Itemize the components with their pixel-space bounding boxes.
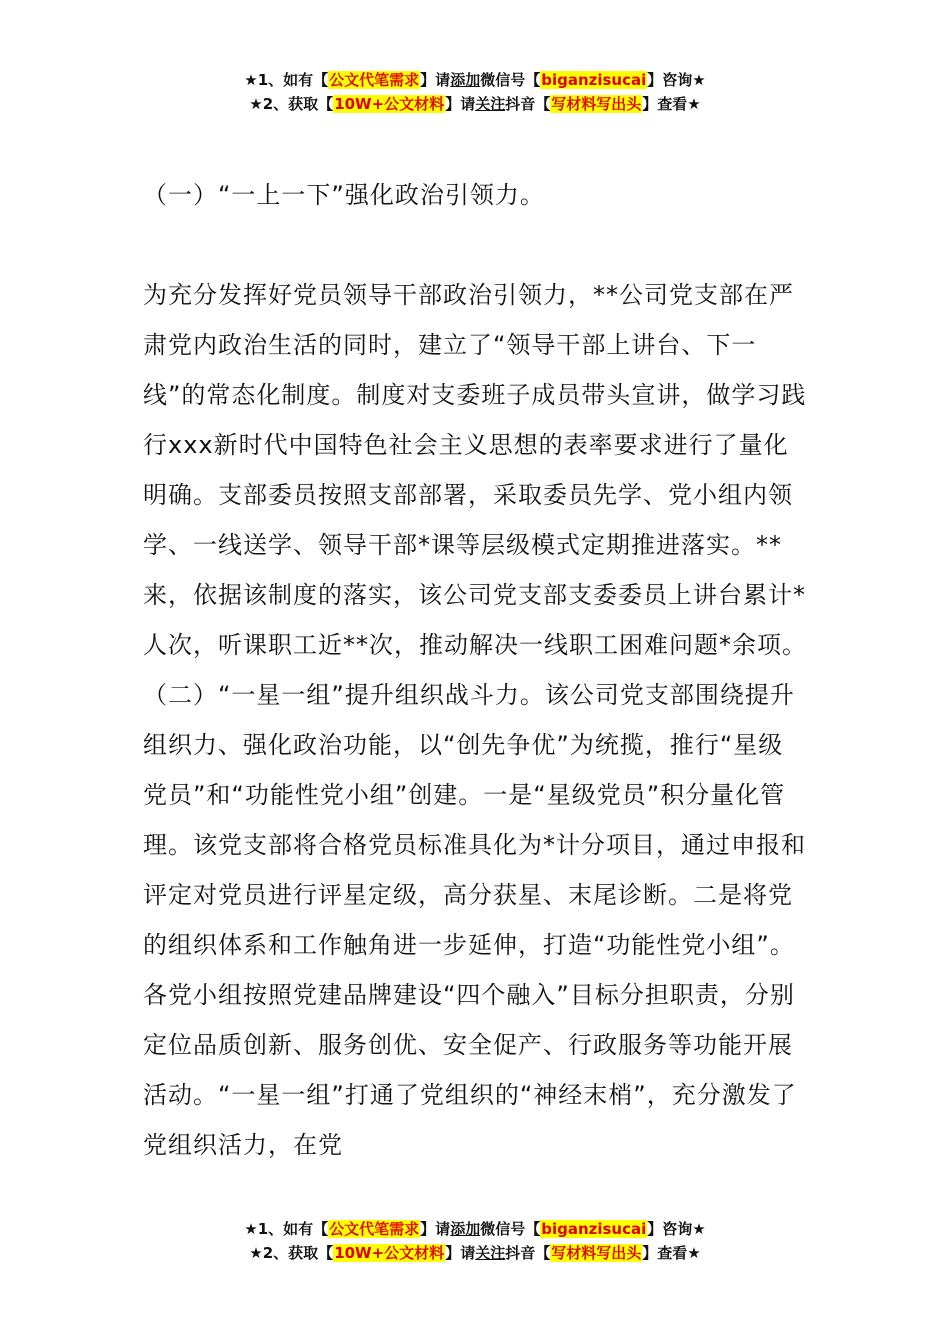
banner-highlight: 写材料写出头 — [551, 95, 642, 113]
banner-text: 】查看★ — [642, 95, 701, 113]
banner-underlined-text: 添加 — [450, 71, 481, 89]
banner-text: 】请 — [420, 1220, 451, 1238]
paragraph: （二）“一星一组”提升组织战斗力。该公司党支部围绕提升组织力、强化政治功能，以“创先争优”为统揽，推行“星级党员”和“功能性党小组”创建。一是“星级党员”积分量化管理。该党支部将合格党员标准具化为*计分项目，通过申报和评定对党员进行评星定级，高分获星、末尾诊断。二是将党的组织体系和工作触角进一步延伸，打造“功能性党小组”。各党小组按照党建品牌建设“四个融入”目标分担职责，分别定位品质创新、服务创优、安全促产、行政服务等功能开展活动。“一星一组”打通了党组织的“神经末梢”，充分激发了党组织活力，在党 — [143, 681, 806, 1159]
banner-text: 】咨询★ — [647, 71, 706, 89]
banner-highlight: 10W+公文材料 — [334, 95, 445, 113]
banner-highlight: 公文代笔需求 — [329, 71, 420, 89]
banner-line-1 — [0, 68, 950, 92]
banner-text: 抖音【 — [505, 1244, 551, 1262]
banner-highlight: 10W+公文材料 — [334, 1244, 445, 1262]
banner-highlight: biganzisucai — [541, 71, 647, 89]
banner-text: 微信号【 — [480, 71, 541, 89]
banner-underlined-text: 添加 — [450, 1220, 481, 1238]
banner-text: 微信号【 — [480, 1220, 541, 1238]
banner-highlight: 写材料写出头 — [551, 1244, 642, 1262]
banner-highlight: biganzisucai — [541, 1220, 647, 1238]
banner-text: 抖音【 — [505, 95, 551, 113]
section-heading: （一）“一上一下”强化政治引领力。 — [143, 181, 545, 209]
document-body — [143, 170, 808, 1170]
banner-text: 】请 — [445, 1244, 476, 1262]
banner-text: ★1、如有【 — [244, 1220, 329, 1238]
banner-text: 】查看★ — [642, 1244, 701, 1262]
header-banner — [0, 68, 950, 116]
banner-text: ★2、获取【 — [249, 1244, 334, 1262]
banner-line-2 — [0, 92, 950, 116]
banner-text: 】请 — [420, 71, 451, 89]
banner-underlined-text: 关注 — [475, 95, 506, 113]
banner-text: ★1、如有【 — [244, 71, 329, 89]
banner-text: 】咨询★ — [647, 1220, 706, 1238]
banner-underlined-text: 关注 — [475, 1244, 506, 1262]
paragraph: 为充分发挥好党员领导干部政治引领力，**公司党支部在严肃党内政治生活的同时，建立了“领导干部上讲台、下一线”的常态化制度。制度对支委班子成员带头宣讲，做学习践行xxx新时代中国特色社会主义思想的表率要求进行了量化明确。支部委员按照支部部署，采取委员先学、党小组内领学、一线送学、领导干部*课等层级模式定期推进落实。**来，依据该制度的落实，该公司党支部支委委员上讲台累计*人次，听课职工近**次，推动解决一线职工困难问题*余项。 — [143, 281, 807, 659]
banner-line-1 — [0, 1217, 950, 1241]
footer-banner — [0, 1217, 950, 1265]
banner-line-2 — [0, 1241, 950, 1265]
banner-text: 】请 — [445, 95, 476, 113]
banner-highlight: 公文代笔需求 — [329, 1220, 420, 1238]
banner-text: ★2、获取【 — [249, 95, 334, 113]
